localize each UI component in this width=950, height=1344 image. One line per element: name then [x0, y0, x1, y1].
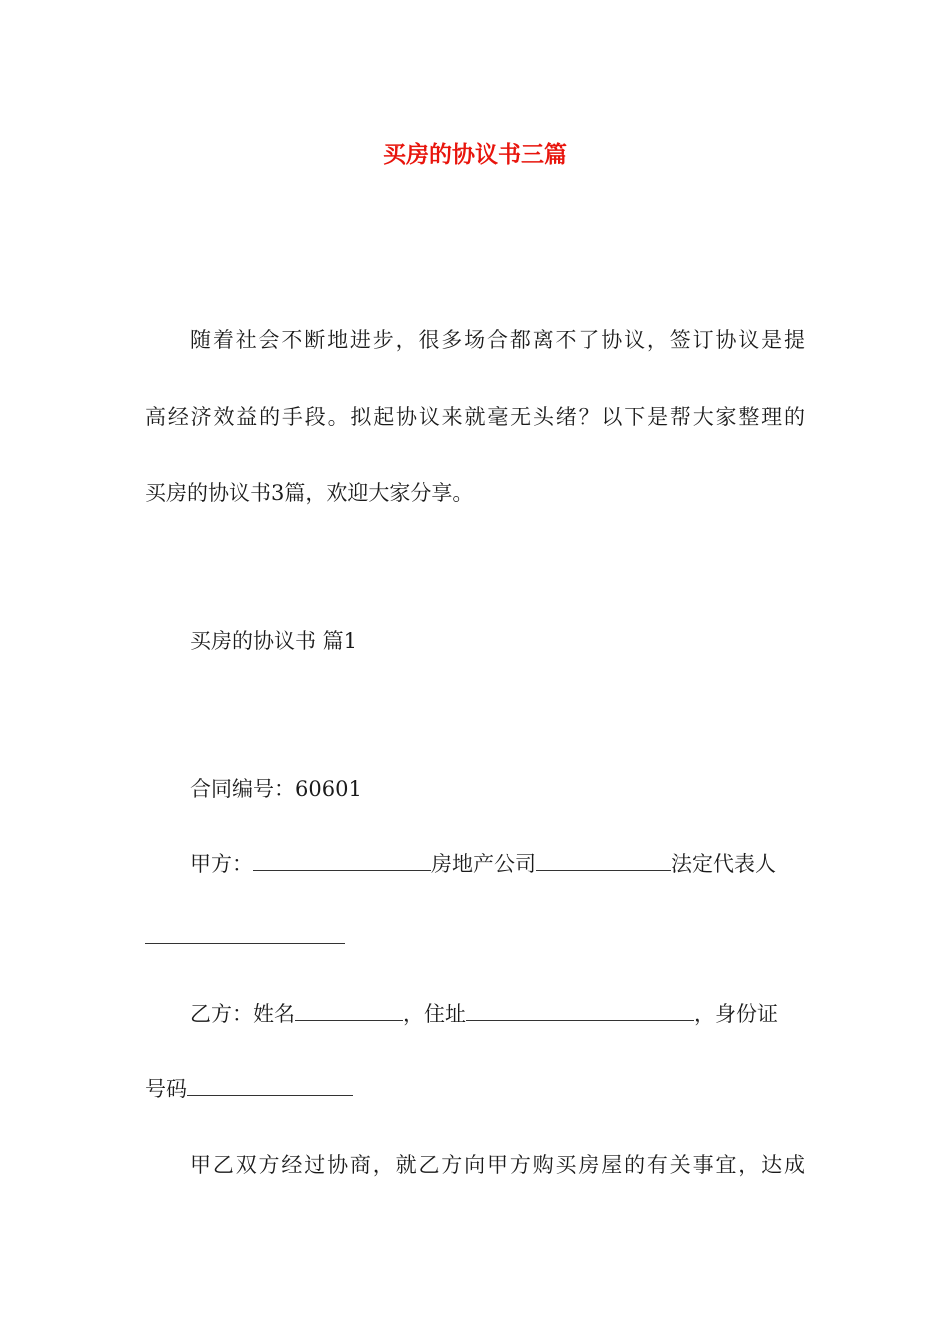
party-a-company-blank — [253, 852, 431, 871]
party-b-id-label: ，身份证 — [694, 1002, 778, 1026]
party-b-address-label: ，住址 — [403, 1002, 466, 1026]
party-b-name-blank — [295, 1002, 403, 1021]
party-b-id-line — [145, 1076, 353, 1102]
party-b-address-blank — [466, 1002, 694, 1021]
document-title: 买房的协议书三篇 — [383, 141, 567, 168]
party-a-rep-blank — [145, 943, 345, 944]
party-b-line — [190, 1001, 778, 1027]
contract-number: 合同编号：60601 — [190, 777, 362, 801]
agreement-line: 甲乙双方经过协商，就乙方向甲方购买房屋的有关事宜，达成 — [190, 1153, 805, 1177]
intro-line-2: 高经济效益的手段。拟起协议来就毫无头绪？以下是帮大家整理的 — [145, 405, 805, 429]
party-a-rep-label: 法定代表人 — [671, 852, 776, 876]
party-a-extra-blank — [536, 852, 671, 871]
intro-line-1: 随着社会不断地进步，很多场合都离不了协议，签订协议是提 — [190, 328, 805, 352]
section-heading: 买房的协议书 篇1 — [190, 629, 358, 653]
party-b-name-label: 乙方：姓名 — [190, 1002, 295, 1026]
party-b-id-blank — [187, 1077, 353, 1096]
party-a-company-suffix: 房地产公司 — [431, 852, 536, 876]
party-b-id-label-cont: 号码 — [145, 1077, 187, 1101]
party-a-line — [190, 851, 776, 877]
party-a-label: 甲方： — [190, 852, 253, 876]
intro-line-3: 买房的协议书3篇，欢迎大家分享。 — [145, 481, 474, 505]
